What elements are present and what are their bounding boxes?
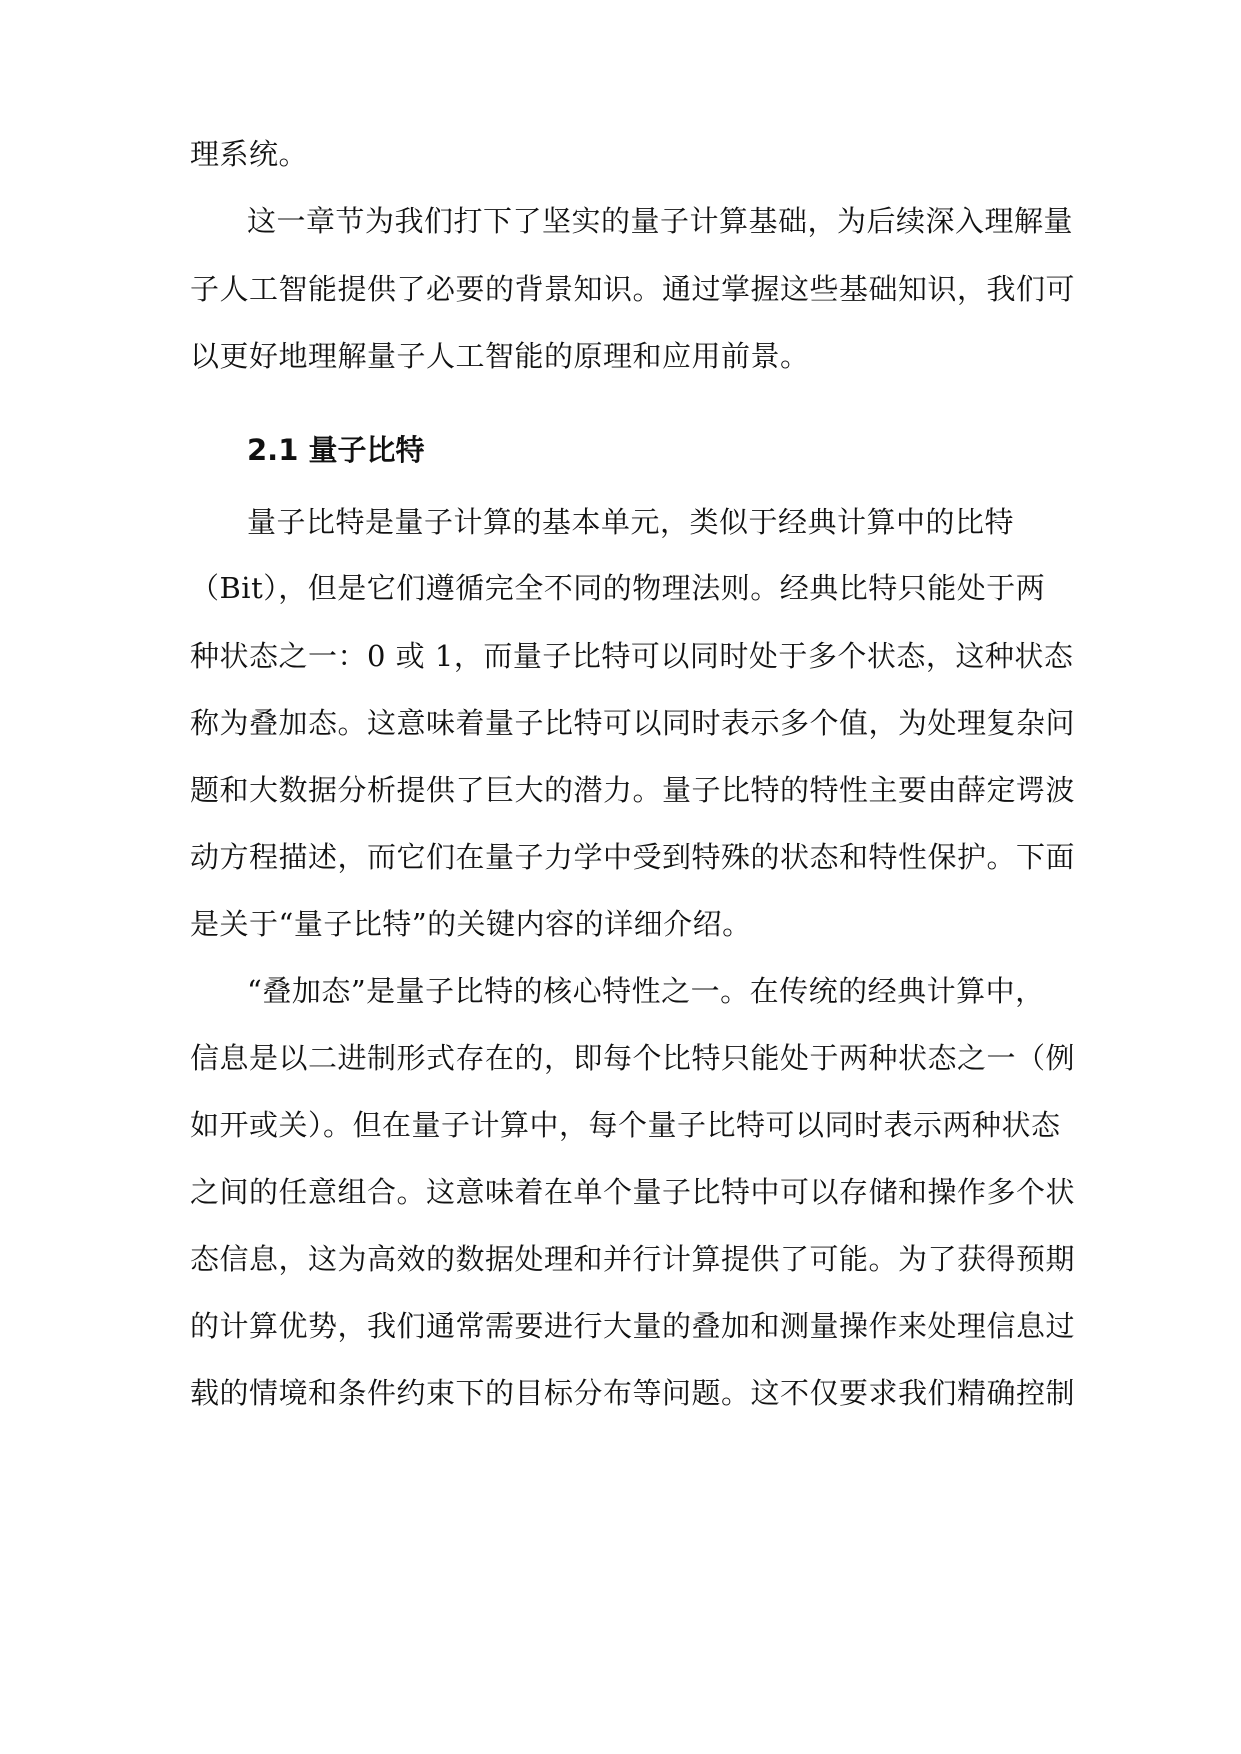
paragraph-line: 是关于“量子比特”的关键内容的详细介绍。 [190, 907, 752, 941]
paragraph-line: 如开或关）。但在量子计算中，每个量子比特可以同时表示两种状态 [190, 1108, 1061, 1142]
paragraph-line: 量子比特是量子计算的基本单元，类似于经典计算中的比特 [247, 505, 1015, 539]
paragraph-line: 之间的任意组合。这意味着在单个量子比特中可以存储和操作多个状 [190, 1175, 1076, 1209]
paragraph-line: 种状态之一：0 或 1，而量子比特可以同时处于多个状态，这种状态 [190, 639, 1074, 673]
paragraph-line: 理系统。 [190, 137, 309, 171]
paragraph-line: 动方程描述，而它们在量子力学中受到特殊的状态和特性保护。下面 [190, 840, 1076, 874]
section-heading: 2.1 量子比特 [247, 433, 425, 467]
paragraph-line: 载的情境和条件约束下的目标分布等问题。这不仅要求我们精确控制 [190, 1376, 1076, 1410]
paragraph-line: 这一章节为我们打下了坚实的量子计算基础，为后续深入理解量 [247, 204, 1074, 238]
paragraph-line: 以更好地理解量子人工智能的原理和应用前景。 [190, 339, 810, 373]
paragraph-line: 的计算优势，我们通常需要进行大量的叠加和测量操作来处理信息过 [190, 1309, 1076, 1343]
paragraph-line: 子人工智能提供了必要的背景知识。通过掌握这些基础知识，我们可 [190, 272, 1076, 306]
paragraph-line: 题和大数据分析提供了巨大的潜力。量子比特的特性主要由薛定谔波 [190, 773, 1076, 807]
paragraph-line: 态信息，这为高效的数据处理和并行计算提供了可能。为了获得预期 [190, 1242, 1076, 1276]
paragraph-line: “叠加态”是量子比特的核心特性之一。在传统的经典计算中， [247, 974, 1045, 1008]
paragraph-line: 称为叠加态。这意味着量子比特可以同时表示多个值，为处理复杂问 [190, 706, 1076, 740]
paragraph-line: （Bit），但是它们遵循完全不同的物理法则。经典比特只能处于两 [190, 571, 1046, 605]
paragraph-line: 信息是以二进制形式存在的，即每个比特只能处于两种状态之一（例 [190, 1041, 1076, 1075]
